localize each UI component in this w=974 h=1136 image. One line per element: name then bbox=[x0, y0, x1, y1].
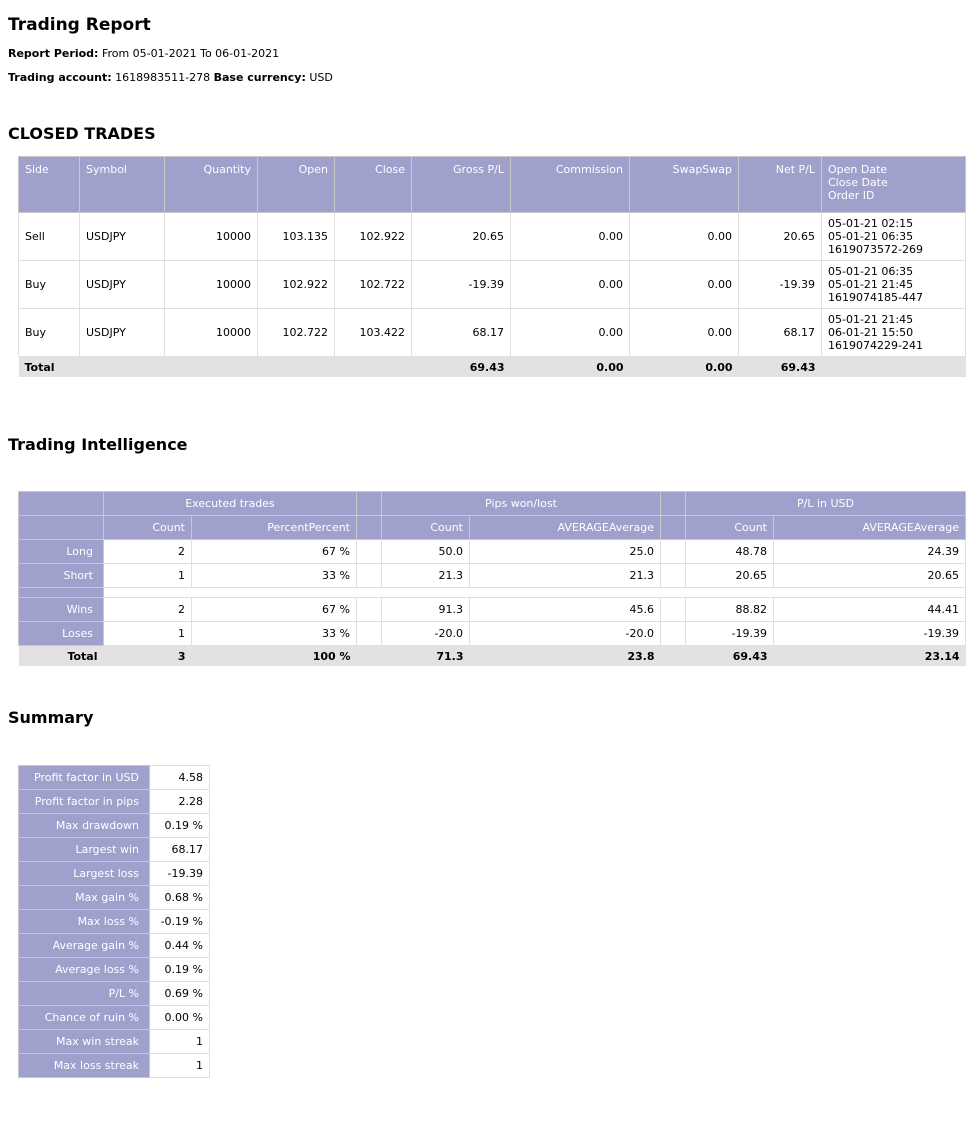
trade-quantity: 10000 bbox=[165, 213, 258, 261]
trade-close: 102.922 bbox=[335, 213, 412, 261]
group-gap bbox=[357, 492, 382, 516]
trade-open: 102.922 bbox=[258, 261, 335, 309]
total-net: 69.43 bbox=[739, 357, 822, 378]
summary-row bbox=[19, 814, 210, 838]
trade-side: Sell bbox=[19, 213, 80, 261]
summary-label: Max loss % bbox=[19, 910, 150, 934]
summary-label: Average loss % bbox=[19, 958, 150, 982]
closed-trades-header-row bbox=[19, 157, 966, 213]
group-pl-usd: P/L in USD bbox=[686, 492, 966, 516]
col-symbol: Symbol bbox=[80, 157, 165, 213]
pl-average: -19.39 bbox=[774, 622, 966, 646]
summary-row bbox=[19, 1006, 210, 1030]
gap-cell bbox=[357, 622, 382, 646]
sub-gap bbox=[357, 516, 382, 540]
summary-label: Max drawdown bbox=[19, 814, 150, 838]
trade-dates bbox=[822, 213, 966, 261]
exec-count: 2 bbox=[104, 598, 192, 622]
summary-value: 2.28 bbox=[150, 790, 210, 814]
trade-order-id: 1619074229-241 bbox=[828, 339, 923, 352]
table-row bbox=[19, 622, 966, 646]
pl-count: 20.65 bbox=[686, 564, 774, 588]
total-commission: 0.00 bbox=[511, 357, 630, 378]
trade-symbol: USDJPY bbox=[80, 309, 165, 357]
gap-cell bbox=[357, 598, 382, 622]
intelligence-title: Trading Intelligence bbox=[8, 435, 188, 454]
summary-row bbox=[19, 1054, 210, 1078]
account-info bbox=[8, 71, 333, 84]
trade-net: 68.17 bbox=[739, 309, 822, 357]
currency-label: Base currency: bbox=[213, 71, 306, 84]
account-label: Trading account: bbox=[8, 71, 112, 84]
sub-pl-average: AVERAGEAverage bbox=[774, 516, 966, 540]
col-open: Open bbox=[258, 157, 335, 213]
group-gap bbox=[661, 492, 686, 516]
table-row bbox=[19, 598, 966, 622]
summary-label: Chance of ruin % bbox=[19, 1006, 150, 1030]
summary-label: Profit factor in pips bbox=[19, 790, 150, 814]
trade-order-id: 1619073572-269 bbox=[828, 243, 923, 256]
trade-gross: 68.17 bbox=[412, 309, 511, 357]
trade-gross: 20.65 bbox=[412, 213, 511, 261]
pips-average: 45.6 bbox=[470, 598, 661, 622]
sub-gap bbox=[661, 516, 686, 540]
total-empty bbox=[822, 357, 966, 378]
summary-value: 0.44 % bbox=[150, 934, 210, 958]
summary-label: Largest win bbox=[19, 838, 150, 862]
summary-label: Max loss streak bbox=[19, 1054, 150, 1078]
summary-row bbox=[19, 910, 210, 934]
col-order-id: Order ID bbox=[828, 189, 875, 202]
summary-label: Average gain % bbox=[19, 934, 150, 958]
intel-total-row bbox=[19, 646, 966, 667]
summary-row bbox=[19, 766, 210, 790]
group-executed-trades: Executed trades bbox=[104, 492, 357, 516]
exec-percent: 67 % bbox=[192, 598, 357, 622]
report-title: Trading Report bbox=[8, 15, 151, 35]
currency-value: USD bbox=[309, 71, 333, 84]
summary-value: 4.58 bbox=[150, 766, 210, 790]
pl-count: -19.39 bbox=[686, 622, 774, 646]
pips-average: 25.0 bbox=[470, 540, 661, 564]
summary-value: -0.19 % bbox=[150, 910, 210, 934]
sub-exec-percent: PercentPercent bbox=[192, 516, 357, 540]
gap-cell bbox=[357, 646, 382, 667]
exec-count: 2 bbox=[104, 540, 192, 564]
pips-count: -20.0 bbox=[382, 622, 470, 646]
total-pips-average: 23.8 bbox=[470, 646, 661, 667]
table-row bbox=[19, 564, 966, 588]
summary-value: 0.19 % bbox=[150, 958, 210, 982]
col-open-date: Open Date bbox=[828, 163, 888, 176]
exec-percent: 33 % bbox=[192, 564, 357, 588]
pl-count: 88.82 bbox=[686, 598, 774, 622]
intel-spacer-row bbox=[19, 588, 966, 598]
summary-row bbox=[19, 886, 210, 910]
exec-percent: 67 % bbox=[192, 540, 357, 564]
pl-count: 48.78 bbox=[686, 540, 774, 564]
col-dates bbox=[822, 157, 966, 213]
trade-symbol: USDJPY bbox=[80, 213, 165, 261]
pl-average: 20.65 bbox=[774, 564, 966, 588]
trade-close-date: 06-01-21 15:50 bbox=[828, 326, 914, 339]
intel-total-label: Total bbox=[19, 646, 104, 667]
trade-swap: 0.00 bbox=[630, 213, 739, 261]
summary-label: Largest loss bbox=[19, 862, 150, 886]
trade-close: 103.422 bbox=[335, 309, 412, 357]
account-value: 1618983511-278 bbox=[115, 71, 211, 84]
summary-row bbox=[19, 790, 210, 814]
summary-value: 0.68 % bbox=[150, 886, 210, 910]
trading-intelligence-table bbox=[18, 491, 966, 666]
trade-quantity: 10000 bbox=[165, 309, 258, 357]
summary-value: 68.17 bbox=[150, 838, 210, 862]
intel-corner bbox=[19, 516, 104, 540]
sub-exec-count: Count bbox=[104, 516, 192, 540]
trade-quantity: 10000 bbox=[165, 261, 258, 309]
gap-cell bbox=[661, 540, 686, 564]
table-row bbox=[19, 540, 966, 564]
summary-label: Max gain % bbox=[19, 886, 150, 910]
trade-open-date: 05-01-21 21:45 bbox=[828, 313, 914, 326]
report-period-value: From 05-01-2021 To 06-01-2021 bbox=[101, 47, 280, 60]
summary-value: 0.00 % bbox=[150, 1006, 210, 1030]
sub-pips-average: AVERAGEAverage bbox=[470, 516, 661, 540]
closed-trades-table bbox=[18, 156, 966, 377]
summary-row bbox=[19, 1030, 210, 1054]
trade-close-date: 05-01-21 06:35 bbox=[828, 230, 914, 243]
table-row bbox=[19, 261, 966, 309]
sub-pl-count: Count bbox=[686, 516, 774, 540]
intel-row-label: Short bbox=[19, 564, 104, 588]
trade-commission: 0.00 bbox=[511, 261, 630, 309]
table-row bbox=[19, 213, 966, 261]
col-gross-pl: Gross P/L bbox=[412, 157, 511, 213]
group-pips: Pips won/lost bbox=[382, 492, 661, 516]
summary-table bbox=[18, 765, 210, 1078]
pips-count: 50.0 bbox=[382, 540, 470, 564]
col-quantity: Quantity bbox=[165, 157, 258, 213]
total-swap: 0.00 bbox=[630, 357, 739, 378]
intel-corner bbox=[19, 492, 104, 516]
report-period-label: Report Period: bbox=[8, 47, 99, 60]
summary-value: 1 bbox=[150, 1030, 210, 1054]
trade-open: 103.135 bbox=[258, 213, 335, 261]
spacer-label bbox=[19, 588, 104, 598]
intel-subheader-row bbox=[19, 516, 966, 540]
total-exec-percent: 100 % bbox=[192, 646, 357, 667]
summary-row bbox=[19, 982, 210, 1006]
intel-row-label: Long bbox=[19, 540, 104, 564]
summary-row bbox=[19, 934, 210, 958]
summary-row bbox=[19, 958, 210, 982]
gap-cell bbox=[357, 564, 382, 588]
intel-row-label: Loses bbox=[19, 622, 104, 646]
table-row bbox=[19, 309, 966, 357]
summary-row bbox=[19, 838, 210, 862]
trade-dates bbox=[822, 261, 966, 309]
trade-order-id: 1619074185-447 bbox=[828, 291, 923, 304]
trade-open-date: 05-01-21 02:15 bbox=[828, 217, 914, 230]
sub-pips-count: Count bbox=[382, 516, 470, 540]
exec-count: 1 bbox=[104, 564, 192, 588]
trade-swap: 0.00 bbox=[630, 309, 739, 357]
total-exec-count: 3 bbox=[104, 646, 192, 667]
gap-cell bbox=[661, 598, 686, 622]
gap-cell bbox=[661, 646, 686, 667]
trade-open: 102.722 bbox=[258, 309, 335, 357]
gap-cell bbox=[661, 622, 686, 646]
pl-average: 24.39 bbox=[774, 540, 966, 564]
summary-label: P/L % bbox=[19, 982, 150, 1006]
summary-value: 0.69 % bbox=[150, 982, 210, 1006]
pips-count: 21.3 bbox=[382, 564, 470, 588]
summary-title: Summary bbox=[8, 708, 94, 727]
trade-symbol: USDJPY bbox=[80, 261, 165, 309]
summary-value: 0.19 % bbox=[150, 814, 210, 838]
total-pips-count: 71.3 bbox=[382, 646, 470, 667]
exec-percent: 33 % bbox=[192, 622, 357, 646]
trade-side: Buy bbox=[19, 261, 80, 309]
summary-row bbox=[19, 862, 210, 886]
summary-label: Profit factor in USD bbox=[19, 766, 150, 790]
total-pl-average: 23.14 bbox=[774, 646, 966, 667]
total-pl-count: 69.43 bbox=[686, 646, 774, 667]
closed-trades-total-row bbox=[19, 357, 966, 378]
intel-group-header-row bbox=[19, 492, 966, 516]
trade-close-date: 05-01-21 21:45 bbox=[828, 278, 914, 291]
col-net-pl: Net P/L bbox=[739, 157, 822, 213]
total-label: Total bbox=[19, 357, 412, 378]
summary-value: -19.39 bbox=[150, 862, 210, 886]
trade-commission: 0.00 bbox=[511, 213, 630, 261]
gap-cell bbox=[661, 564, 686, 588]
exec-count: 1 bbox=[104, 622, 192, 646]
col-side: Side bbox=[19, 157, 80, 213]
trade-net: 20.65 bbox=[739, 213, 822, 261]
trade-dates bbox=[822, 309, 966, 357]
closed-trades-title: CLOSED TRADES bbox=[8, 124, 156, 143]
pips-count: 91.3 bbox=[382, 598, 470, 622]
col-close: Close bbox=[335, 157, 412, 213]
pl-average: 44.41 bbox=[774, 598, 966, 622]
trade-close: 102.722 bbox=[335, 261, 412, 309]
trade-gross: -19.39 bbox=[412, 261, 511, 309]
report-period bbox=[8, 47, 279, 60]
gap-cell bbox=[357, 540, 382, 564]
trade-swap: 0.00 bbox=[630, 261, 739, 309]
col-commission: Commission bbox=[511, 157, 630, 213]
pips-average: 21.3 bbox=[470, 564, 661, 588]
pips-average: -20.0 bbox=[470, 622, 661, 646]
summary-label: Max win streak bbox=[19, 1030, 150, 1054]
col-close-date: Close Date bbox=[828, 176, 888, 189]
trade-open-date: 05-01-21 06:35 bbox=[828, 265, 914, 278]
trade-commission: 0.00 bbox=[511, 309, 630, 357]
trade-side: Buy bbox=[19, 309, 80, 357]
total-gross: 69.43 bbox=[412, 357, 511, 378]
intel-row-label: Wins bbox=[19, 598, 104, 622]
col-swap: SwapSwap bbox=[630, 157, 739, 213]
spacer-cell bbox=[104, 588, 966, 598]
trade-net: -19.39 bbox=[739, 261, 822, 309]
summary-value: 1 bbox=[150, 1054, 210, 1078]
